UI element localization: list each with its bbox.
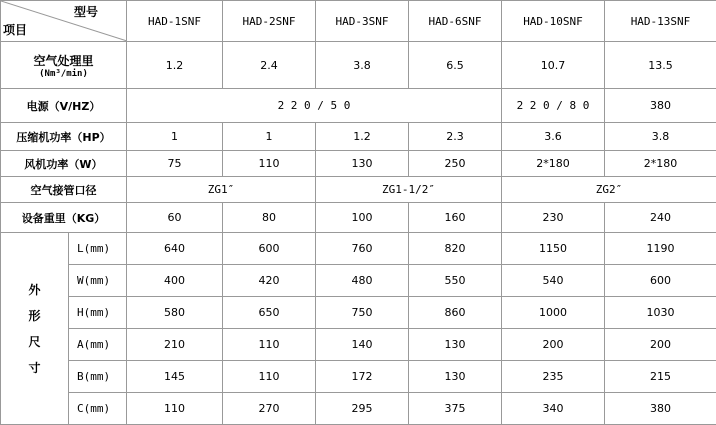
weight-row [1,203,716,233]
table-cell: 1.2 [127,42,223,89]
table-cell: 295 [316,393,409,425]
model-header: HAD-3SNF [316,1,409,42]
table-cell: 1150 [502,233,605,265]
power-row [1,89,716,123]
table-cell: 600 [223,233,316,265]
dimensions-group-label: 外 形 尺 寸 [1,284,68,374]
table-cell: 820 [409,233,502,265]
table-cell: 375 [409,393,502,425]
power-value-2: 2 2 0 / 8 0 [502,89,605,123]
table-cell: 160 [409,203,502,233]
power-label: 电源（V/HZ） [1,89,127,123]
air-label-cell [1,42,127,89]
header-row [1,1,716,42]
dim-label: L(mm) [69,233,127,265]
table-cell: 215 [605,361,716,393]
table-cell: 1030 [605,297,716,329]
dim-row [1,393,716,425]
table-cell: 1190 [605,233,716,265]
table-cell: 2.4 [223,42,316,89]
air-row [1,42,716,89]
table-cell: 3.8 [316,42,409,89]
dim-row [1,297,716,329]
table-cell: 230 [502,203,605,233]
table-cell: 600 [605,265,716,297]
table-cell: 640 [127,233,223,265]
table-cell: 1.2 [316,123,409,151]
table-cell: 200 [502,329,605,361]
table-cell: 860 [409,297,502,329]
table-cell: 2.3 [409,123,502,151]
model-header: HAD-1SNF [127,1,223,42]
table-cell: 110 [223,329,316,361]
model-header: HAD-2SNF [223,1,316,42]
table-cell: 210 [127,329,223,361]
table-cell: 100 [316,203,409,233]
table-cell: 750 [316,297,409,329]
dim-label: H(mm) [69,297,127,329]
fan-row [1,151,716,177]
table-cell: 400 [127,265,223,297]
table-cell: 1 [127,123,223,151]
dim-row [1,361,716,393]
table-cell: 110 [127,393,223,425]
table-cell: 760 [316,233,409,265]
table-cell: 420 [223,265,316,297]
table-cell: 13.5 [605,42,716,89]
dim-row [1,233,716,265]
dim-label: B(mm) [69,361,127,393]
table-cell: 3.8 [605,123,716,151]
dim-row [1,265,716,297]
fan-label: 风机功率（W） [1,151,127,177]
table-cell: 110 [223,151,316,177]
model-header: HAD-6SNF [409,1,502,42]
table-cell: 2*180 [502,151,605,177]
corner-cell [1,1,127,42]
table-cell: 235 [502,361,605,393]
table-cell: 250 [409,151,502,177]
air-label: 空气处理里 [33,54,93,68]
model-header: HAD-10SNF [502,1,605,42]
table-cell: 480 [316,265,409,297]
table-cell: 130 [316,151,409,177]
dim-label: A(mm) [69,329,127,361]
table-cell: 6.5 [409,42,502,89]
table-cell: 145 [127,361,223,393]
table-cell: 130 [409,329,502,361]
pipe-label: 空气接管口径 [1,177,127,203]
table-cell: 200 [605,329,716,361]
dim-label: C(mm) [69,393,127,425]
compressor-row [1,123,716,151]
item-label: 项目 [3,21,27,38]
pipe-value-3: ZG2″ [502,177,716,203]
table-cell: 270 [223,393,316,425]
dim-row [1,329,716,361]
table-cell: 580 [127,297,223,329]
power-value-1: 2 2 0 / 5 0 [127,89,502,123]
dimensions-group-cell [1,233,69,425]
table-cell: 80 [223,203,316,233]
table-cell: 540 [502,265,605,297]
table-cell: 75 [127,151,223,177]
air-unit: (Nm³/min) [1,69,126,79]
dim-label: W(mm) [69,265,127,297]
pipe-value-2: ZG1-1/2″ [316,177,502,203]
table-cell: 2*180 [605,151,716,177]
table-cell: 3.6 [502,123,605,151]
table-cell: 240 [605,203,716,233]
table-cell: 110 [223,361,316,393]
table-cell: 650 [223,297,316,329]
compressor-label: 压缩机功率（HP） [1,123,127,151]
table-cell: 10.7 [502,42,605,89]
pipe-row [1,177,716,203]
table-cell: 130 [409,361,502,393]
model-label: 型号 [74,3,98,20]
table-cell: 380 [605,393,716,425]
table-cell: 172 [316,361,409,393]
table-cell: 1 [223,123,316,151]
table-cell: 60 [127,203,223,233]
table-cell: 1000 [502,297,605,329]
table-cell: 340 [502,393,605,425]
table-cell: 550 [409,265,502,297]
weight-label: 设备重里（KG） [1,203,127,233]
model-header: HAD-13SNF [605,1,716,42]
power-value-3: 380 [605,89,716,123]
pipe-value-1: ZG1″ [127,177,316,203]
table-cell: 140 [316,329,409,361]
